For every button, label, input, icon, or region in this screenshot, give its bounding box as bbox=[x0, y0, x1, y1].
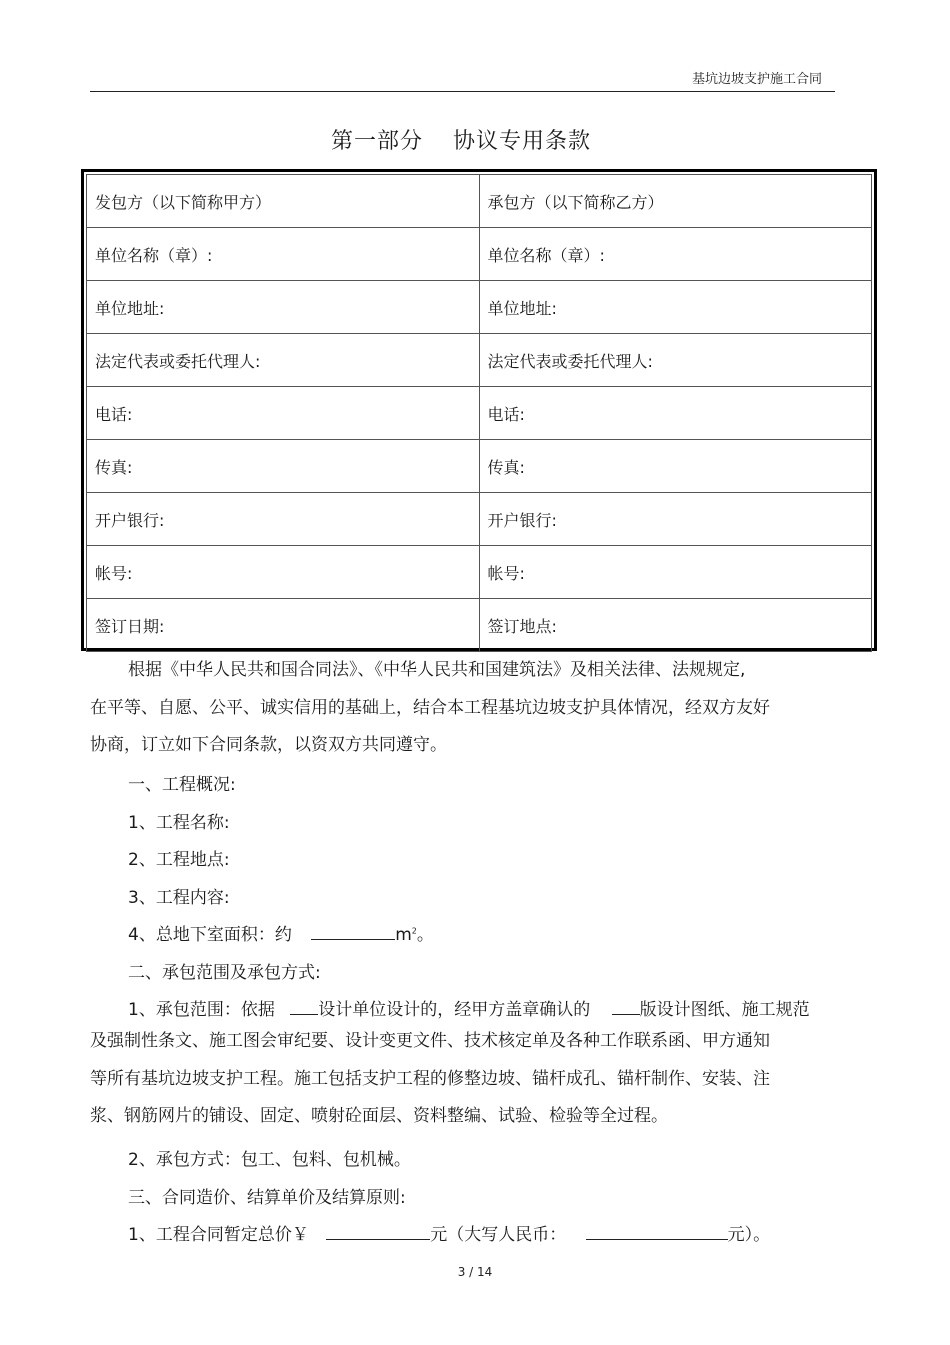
party-a-cell[interactable]: 单位名称（章）: bbox=[87, 228, 480, 281]
party-a-cell[interactable]: 帐号: bbox=[87, 546, 480, 599]
page-number: 3 / 14 bbox=[457, 1265, 493, 1279]
header-rule bbox=[90, 91, 835, 92]
area-label: 4、总地下室面积：约 bbox=[128, 925, 292, 945]
price-uppercase-label: 元（大写人民币： bbox=[430, 1225, 567, 1245]
party-a-cell[interactable]: 开户银行: bbox=[87, 493, 480, 546]
item-contract-price bbox=[128, 1220, 848, 1245]
party-a-cell[interactable]: 单位地址: bbox=[87, 281, 480, 334]
intro-line: 在平等、自愿、公平、诚实信用的基础上，结合本工程基坑边坡支护具体情况，经双方友好 bbox=[90, 697, 770, 718]
scope-line: 等所有基坑边坡支护工程。施工包括支护工程的修整边坡、锚杆成孔、锚杆制作、安装、注 bbox=[90, 1068, 770, 1089]
party-a-cell[interactable]: 发包方（以下简称甲方） bbox=[87, 175, 480, 228]
party-a-cell[interactable]: 法定代表或委托代理人: bbox=[87, 334, 480, 387]
section-2-heading: 二、承包范围及承包方式: bbox=[128, 963, 321, 983]
scope-paragraph bbox=[90, 1023, 850, 1136]
party-b-cell[interactable]: 帐号: bbox=[479, 546, 872, 599]
party-b-cell[interactable]: 开户银行: bbox=[479, 493, 872, 546]
party-b-cell[interactable]: 传真: bbox=[479, 440, 872, 493]
table-row bbox=[87, 228, 872, 281]
item-contract-mode: 2、承包方式：包工、包料、包机械。 bbox=[128, 1150, 411, 1170]
table-row bbox=[87, 440, 872, 493]
party-b-cell[interactable]: 电话: bbox=[479, 387, 872, 440]
party-a-cell[interactable]: 签订日期: bbox=[87, 599, 480, 652]
party-b-cell[interactable]: 承包方（以下简称乙方） bbox=[479, 175, 872, 228]
price-uppercase-blank[interactable] bbox=[586, 1223, 728, 1240]
item-scope bbox=[128, 995, 838, 1020]
title-part-number: 第一部分 bbox=[330, 129, 423, 154]
table-row bbox=[87, 281, 872, 334]
party-b-cell[interactable]: 法定代表或委托代理人: bbox=[479, 334, 872, 387]
scope-text-c: 版设计图纸、施工规范 bbox=[639, 1000, 810, 1020]
table-row bbox=[87, 493, 872, 546]
table-row bbox=[87, 334, 872, 387]
area-unit-sup: 2 bbox=[411, 926, 417, 936]
party-b-cell[interactable]: 签订地点: bbox=[479, 599, 872, 652]
item-project-location: 2、工程地点: bbox=[128, 850, 230, 870]
party-a-cell[interactable]: 电话: bbox=[87, 387, 480, 440]
party-b-cell[interactable]: 单位名称（章）: bbox=[479, 228, 872, 281]
designer-blank[interactable] bbox=[290, 998, 318, 1015]
drawing-version-blank[interactable] bbox=[612, 998, 640, 1015]
intro-line: 协商，订立如下合同条款，以资双方共同遵守。 bbox=[90, 735, 447, 755]
page-title bbox=[0, 124, 922, 155]
price-end: 元）。 bbox=[727, 1225, 771, 1245]
intro-paragraph bbox=[90, 652, 850, 765]
parties-table bbox=[81, 169, 877, 651]
scope-line: 浆、钢筋网片的铺设、固定、喷射砼面层、资料整编、试验、检验等全过程。 bbox=[90, 1106, 668, 1126]
intro-line: 根据《中华人民共和国合同法》、《中华人民共和国建筑法》及相关法律、法规规定, bbox=[128, 660, 746, 680]
party-a-cell[interactable]: 传真: bbox=[87, 440, 480, 493]
scope-label: 1、承包范围：依据 bbox=[128, 1000, 275, 1020]
title-part-name: 协议专用条款 bbox=[453, 129, 592, 154]
area-unit: m bbox=[395, 925, 412, 945]
section-1-heading: 一、工程概况: bbox=[128, 775, 236, 795]
price-amount-blank[interactable] bbox=[326, 1223, 430, 1240]
scope-text-b: 设计单位设计的，经甲方盖章确认的 bbox=[318, 1000, 591, 1020]
running-header: 基坑边坡支护施工合同 bbox=[691, 72, 822, 87]
section-3-heading: 三、合同造价、结算单价及结算原则: bbox=[128, 1188, 406, 1208]
table-row bbox=[87, 175, 872, 228]
item-project-name: 1、工程名称: bbox=[128, 813, 230, 833]
party-b-cell[interactable]: 单位地址: bbox=[479, 281, 872, 334]
table-row bbox=[87, 546, 872, 599]
item-project-content: 3、工程内容: bbox=[128, 888, 230, 908]
area-end: 。 bbox=[416, 925, 434, 945]
table-row bbox=[87, 599, 872, 652]
area-blank[interactable] bbox=[311, 923, 395, 940]
scope-line: 及强制性条文、施工图会审纪要、设计变更文件、技术核定单及各种工作联系函、甲方通知 bbox=[90, 1031, 770, 1051]
item-basement-area bbox=[128, 920, 434, 945]
table-row bbox=[87, 387, 872, 440]
price-label: 1、工程合同暂定总价￥ bbox=[128, 1225, 309, 1245]
